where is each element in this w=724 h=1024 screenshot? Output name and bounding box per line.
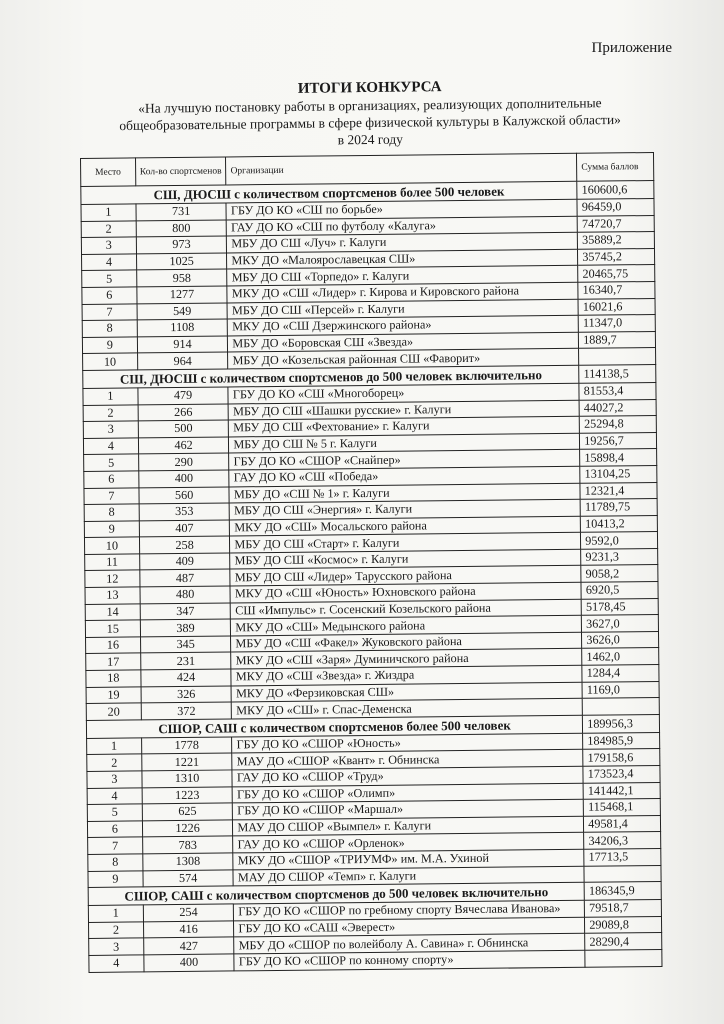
section-top-score: 114138,5	[579, 364, 656, 383]
cell-place: 2	[89, 922, 144, 939]
subtitle-line: в 2024 году	[337, 131, 404, 148]
cell-org: ГБУ ДО КО «СШОР по гребному спорту Вячеслава Иванова»	[234, 900, 585, 920]
cell-org: ГБУ ДО КО «СШОР по конному спорту»	[234, 950, 585, 970]
cell-org: МБУ ДО «СШ «Факел» Жуковского района	[231, 632, 582, 652]
cell-score: 10413,2	[581, 515, 658, 532]
cell-place: 1	[81, 204, 136, 221]
cell-count: 574	[143, 869, 234, 887]
document-title: ИТОГИ КОНКУРСА	[297, 79, 442, 97]
cell-place: 17	[86, 653, 141, 670]
cell-org: ГБУ ДО КО «СШОР «Маршал»	[233, 799, 584, 819]
cell-org: МБУ ДО «Козельская районная СШ «Фаворит»	[228, 349, 579, 369]
cell-score: 96459,0	[577, 198, 654, 215]
subtitle-line: «На лучшую постановку работы в организациях, реализующих дополнительные	[138, 95, 602, 116]
section-top-score: 189956,3	[583, 714, 660, 733]
cell-count: 389	[140, 619, 231, 637]
cell-score: 35745,2	[578, 248, 655, 265]
cell-score: 9058,2	[581, 565, 658, 582]
cell-org: МАУ ДО СШОР «Темп» г. Калуги	[233, 866, 584, 886]
cell-place: 12	[85, 570, 140, 587]
cell-count: 560	[139, 486, 230, 504]
cell-score: 34206,3	[584, 832, 661, 849]
cell-count: 258	[139, 536, 230, 554]
cell-org: МКУ ДО «СШ» Мосальского района	[230, 516, 581, 536]
cell-count: 487	[140, 569, 231, 587]
cell-count: 1108	[137, 319, 228, 337]
cell-count: 958	[136, 269, 227, 287]
cell-place: 2	[81, 221, 136, 238]
cell-org: МКУ ДО «СШ» Медынского района	[231, 616, 582, 636]
cell-score: 141442,1	[583, 782, 660, 799]
cell-org: МБУ ДО СШ «Луч» г. Калуги	[227, 232, 578, 252]
cell-place: 3	[89, 938, 144, 955]
cell-place: 3	[81, 237, 136, 254]
cell-score: 1284,4	[582, 664, 659, 681]
subtitle-line: общеобразовательные программы в сфере физической культуры в Калужской области»	[119, 111, 621, 134]
cell-place: 1	[87, 738, 142, 755]
cell-count: 372	[141, 702, 232, 720]
cell-place: 5	[87, 804, 142, 821]
cell-score: 1889,7	[579, 331, 656, 348]
cell-score: 35889,2	[578, 232, 655, 249]
cell-count: 326	[141, 686, 232, 704]
cell-place: 14	[85, 604, 140, 621]
cell-org: ГБУ ДО КО «СШ по борьбе»	[226, 199, 577, 219]
cell-count: 400	[139, 470, 230, 488]
cell-place: 3	[83, 421, 138, 438]
cell-org: МБУ ДО СШ «Старт» г. Калуги	[230, 533, 581, 553]
cell-place: 8	[82, 320, 137, 337]
cell-count: 549	[137, 303, 228, 321]
cell-count: 1778	[141, 737, 232, 755]
cell-count: 345	[140, 636, 231, 654]
cell-score: 44027,2	[579, 399, 656, 416]
cell-count: 407	[139, 520, 230, 538]
cell-place: 4	[82, 254, 137, 271]
cell-score: 16021,6	[578, 298, 655, 315]
cell-org: МКУ ДО «Ферзиковская СШ»	[231, 682, 582, 702]
cell-org: ГБУ ДО КО «СШ «Многоборец»	[228, 383, 579, 403]
cell-score	[584, 865, 661, 882]
cell-count: 347	[140, 603, 231, 621]
cell-score: 12321,4	[580, 482, 657, 499]
results-table	[80, 152, 662, 972]
cell-org: ГБУ ДО КО «СШОР «Олимп»	[232, 783, 583, 803]
cell-score: 6920,5	[581, 582, 658, 599]
cell-place: 7	[88, 837, 143, 854]
cell-score	[582, 698, 659, 715]
cell-score: 74720,7	[577, 215, 654, 232]
cell-org: ГАУ ДО КО «СШ «Победа»	[229, 466, 580, 486]
header-place: Место	[81, 158, 136, 187]
cell-place: 9	[88, 870, 143, 887]
cell-count: 290	[138, 453, 229, 471]
cell-count: 964	[137, 352, 228, 370]
cell-score: 19256,7	[580, 432, 657, 449]
cell-org: МКУ ДО «СШ «Звезда» г. Жиздра	[231, 665, 582, 685]
cell-org: МКУ ДО «СШ «Заря» Думиничского района	[231, 649, 582, 669]
cell-place: 5	[84, 454, 139, 471]
cell-count: 427	[143, 937, 234, 955]
cell-count: 353	[139, 503, 230, 521]
cell-place: 15	[85, 620, 140, 637]
cell-org: МБУ ДО СШ «Шашки русские» г. Калуги	[228, 400, 579, 420]
cell-place: 7	[82, 303, 137, 320]
cell-score: 3626,0	[582, 631, 659, 648]
cell-score: 179158,6	[583, 749, 660, 766]
cell-place: 16	[86, 637, 141, 654]
cell-place: 9	[84, 521, 139, 538]
cell-org: МБУ ДО СШ «Торпедо» г. Калуги	[227, 266, 578, 286]
cell-count: 625	[142, 803, 233, 821]
section-title: СШ, ДЮСШ с количеством спортсменов до 500 человек включительно	[83, 365, 579, 388]
cell-score: 184985,9	[583, 732, 660, 749]
cell-count: 1025	[136, 253, 227, 271]
cell-count: 1277	[137, 286, 228, 304]
cell-count: 400	[144, 954, 235, 972]
cell-org: МБУ ДО СШ «Космос» г. Калуги	[230, 549, 581, 569]
cell-place: 1	[88, 905, 143, 922]
cell-place: 9	[82, 337, 137, 354]
cell-count: 500	[138, 420, 229, 438]
cell-count: 800	[136, 220, 227, 238]
cell-place: 2	[83, 404, 138, 421]
cell-org: МБУ ДО «СШОР по волейболу А. Савина» г. Обнинска	[234, 934, 585, 954]
cell-place: 1	[83, 388, 138, 405]
cell-org: МАУ ДО СШОР «Вымпел» г. Калуги	[233, 816, 584, 836]
cell-place: 11	[85, 554, 140, 571]
cell-count: 480	[140, 586, 231, 604]
cell-place: 4	[89, 955, 144, 972]
cell-score: 81553,4	[579, 382, 656, 399]
cell-count: 1310	[142, 770, 233, 788]
cell-score: 5178,45	[581, 598, 658, 615]
cell-place: 20	[86, 703, 141, 720]
appendix-label: Приложение	[591, 40, 672, 56]
cell-score: 29089,8	[585, 916, 662, 933]
cell-score: 17713,5	[584, 848, 661, 865]
cell-score: 1169,0	[582, 681, 659, 698]
cell-org: МКУ ДО «СШ» г. Спас-Деменска	[232, 698, 583, 718]
cell-score: 79518,7	[585, 900, 662, 917]
cell-count: 783	[142, 836, 233, 854]
cell-place: 10	[83, 353, 138, 370]
cell-count: 973	[136, 236, 227, 254]
cell-count: 231	[140, 652, 231, 670]
cell-org: МБУ ДО СШ «Фехтование» г. Калуги	[229, 416, 580, 436]
section-top-score: 160600,6	[577, 180, 654, 199]
cell-place: 13	[85, 587, 140, 604]
section-title: СШ, ДЮСШ с количеством спортсменов более 500 человек	[81, 181, 577, 204]
cell-org: МКУ ДО «СШ Дзержинского района»	[228, 315, 579, 335]
document-header	[60, 76, 681, 152]
table-body	[81, 180, 662, 971]
cell-count: 479	[138, 387, 229, 405]
cell-count: 462	[138, 437, 229, 455]
cell-org: МКУ ДО «Малоярославецкая СШ»	[227, 249, 578, 269]
cell-place: 10	[84, 537, 139, 554]
cell-score: 173523,4	[583, 765, 660, 782]
cell-place: 5	[82, 270, 137, 287]
cell-count: 1221	[141, 753, 232, 771]
cell-count: 409	[139, 553, 230, 571]
cell-org: МБУ ДО СШ «Лидер» Тарусского района	[230, 566, 581, 586]
cell-org: ГБУ ДО КО «СШОР «Юность»	[232, 733, 583, 753]
cell-score	[579, 348, 656, 365]
cell-org: МКУ ДО «СШОР «ТРИУМФ» им. М.А. Ухиной	[233, 849, 584, 869]
cell-score: 3627,0	[582, 615, 659, 632]
cell-count: 424	[141, 669, 232, 687]
cell-score	[585, 949, 662, 966]
cell-org: СШ «Импульс» г. Сосенский Козельского района	[231, 599, 582, 619]
cell-count: 1226	[142, 820, 233, 838]
cell-org: МБУ ДО «Боровская СШ «Звезда»	[228, 332, 579, 352]
cell-score: 1462,0	[582, 648, 659, 665]
cell-org: ГАУ ДО КО «СШОР «Труд»	[232, 766, 583, 786]
cell-count: 416	[143, 921, 234, 939]
cell-score: 20465,75	[578, 265, 655, 282]
cell-place: 7	[84, 487, 139, 504]
cell-place: 4	[83, 438, 138, 455]
cell-score: 13104,25	[580, 465, 657, 482]
cell-place: 8	[84, 504, 139, 521]
cell-score: 9592,0	[581, 532, 658, 549]
section-title: СШОР, САШ с количеством спортсменов до 500 человек включительно	[88, 882, 584, 905]
cell-count: 266	[138, 403, 229, 421]
cell-count: 1223	[142, 787, 233, 805]
cell-org: ГБУ ДО КО «СШОР «Снайпер»	[229, 450, 580, 470]
cell-org: ГБУ ДО КО «САШ «Эверест»	[234, 917, 585, 937]
cell-org: ГАУ ДО КО «СШ по футболу «Калуга»	[227, 216, 578, 236]
cell-score: 9231,3	[581, 548, 658, 565]
cell-org: МКУ ДО «СШ «Юность» Юхновского района	[230, 582, 581, 602]
header-score: Сумма баллов	[577, 152, 654, 181]
cell-place: 18	[86, 670, 141, 687]
cell-place: 19	[86, 687, 141, 704]
cell-org: ГАУ ДО КО «СШОР «Орленок»	[233, 833, 584, 853]
cell-org: МАУ ДО «СШОР «Квант» г. Обнинска	[232, 750, 583, 770]
cell-score: 115468,1	[583, 799, 660, 816]
cell-org: МБУ ДО СШ № 5 г. Калуги	[229, 433, 580, 453]
cell-place: 6	[82, 287, 137, 304]
cell-count: 914	[137, 336, 228, 354]
cell-place: 3	[87, 771, 142, 788]
cell-score: 11347,0	[578, 315, 655, 332]
cell-score: 11789,75	[580, 499, 657, 516]
header-count: Кол-во спортсменов	[135, 157, 226, 186]
cell-score: 28290,4	[585, 933, 662, 950]
cell-place: 8	[88, 854, 143, 871]
cell-score: 49581,4	[584, 815, 661, 832]
cell-org: МБУ ДО СШ «Персей» г. Калуги	[227, 299, 578, 319]
cell-place: 6	[84, 471, 139, 488]
section-title: СШОР, САШ с количеством спортсменов более 500 человек	[86, 715, 582, 738]
cell-score: 15898,4	[580, 449, 657, 466]
cell-count: 731	[136, 203, 227, 221]
cell-place: 4	[87, 787, 142, 804]
cell-score: 16340,7	[578, 281, 655, 298]
cell-place: 6	[87, 821, 142, 838]
cell-place: 2	[87, 754, 142, 771]
cell-org: МБУ ДО СШ «Энергия» г. Калуги	[230, 499, 581, 519]
header-org: Организации	[226, 153, 577, 185]
section-top-score: 186345,9	[584, 882, 661, 901]
cell-score: 25294,8	[579, 416, 656, 433]
cell-count: 1308	[143, 853, 234, 871]
cell-org: МБУ ДО «СШ № 1» г. Калуги	[229, 483, 580, 503]
cell-org: МКУ ДО «СШ «Лидер» г. Кирова и Кировского района	[227, 282, 578, 302]
cell-count: 254	[143, 904, 234, 922]
